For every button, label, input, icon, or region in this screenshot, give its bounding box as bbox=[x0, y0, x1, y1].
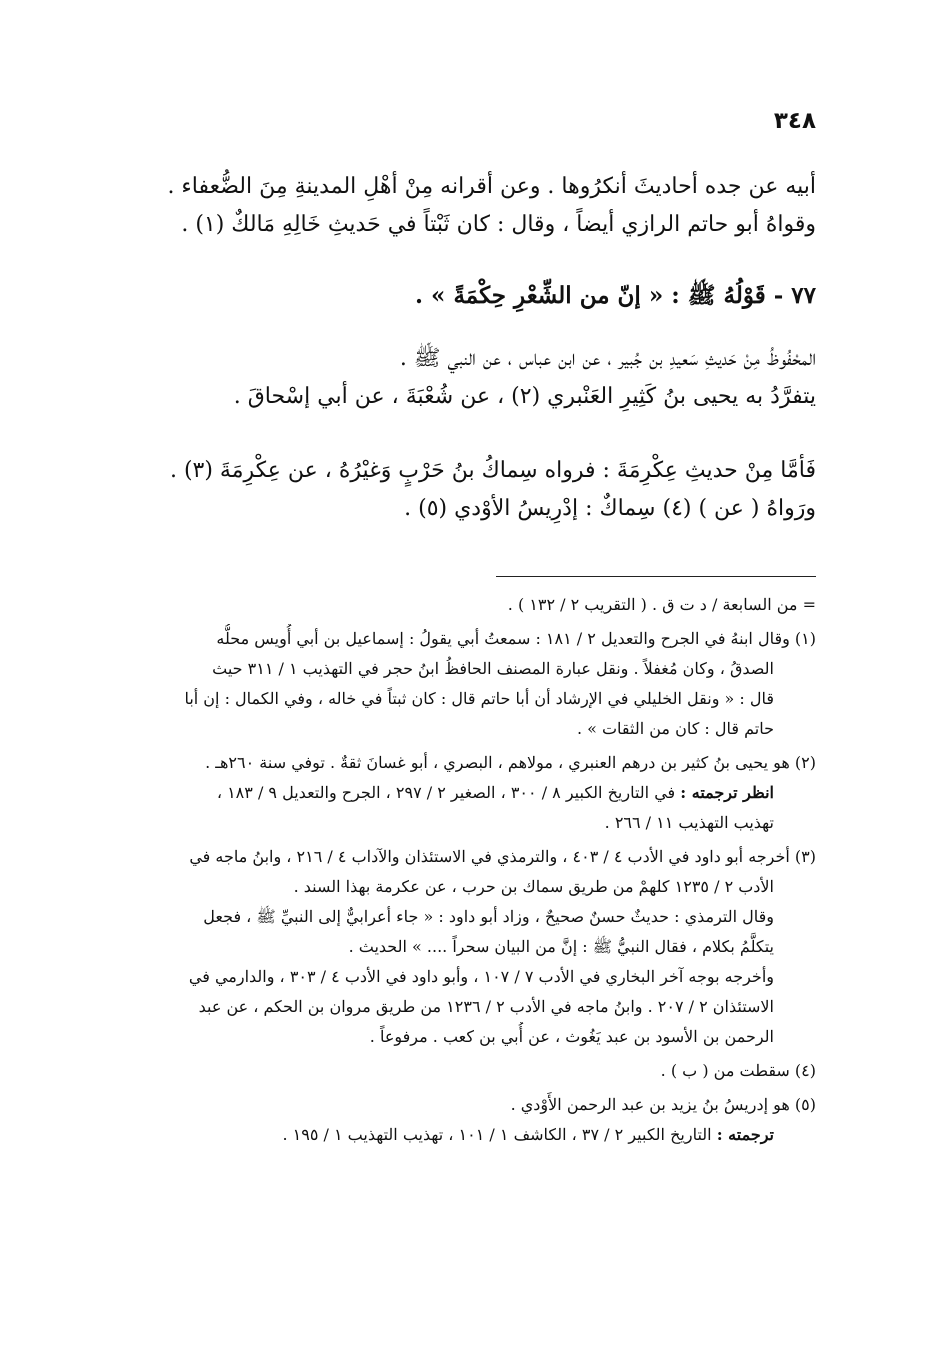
text-line: أبيه عن جده أحاديثَ أنكرُوها . وعن أقرانه مِنْ أهْلِ المدينةِ مِنَ الضُّعفاء . bbox=[167, 174, 816, 199]
footnote-1 bbox=[120, 624, 816, 744]
footnote-label: انظر ترجمته : bbox=[680, 783, 774, 802]
footnote-line: وأخرجه بوجه آخر البخاري في الأدب ٧ / ١٠٧ ، وأبو داود في الأدب ٤ / ٣٠٣ ، والدارمي في bbox=[188, 967, 774, 986]
footnote-line: الاستئذان ٢ / ٢٠٧ . وابنُ ماجه في الأدب ٢ / ١٢٣٦ من طريق مروان بن الحكم ، عن عبد bbox=[198, 997, 774, 1016]
footnote-line: = من السابعة / د ت ق . ( التقريب ٢ / ١٣٢ ) . bbox=[507, 595, 816, 614]
footnote-line: الصدقُ ، وكان مُغفلاً . ونقل عبارة المصنف الحافظُ ابنُ حجر في التهذيب ١ / ٣١١ حيث bbox=[212, 659, 774, 678]
paragraph-3 bbox=[120, 452, 816, 528]
footnote-line: (٤) سقطت من ( ب ) . bbox=[660, 1061, 816, 1080]
footnote-text: في التاريخ الكبير ٨ / ٣٠٠ ، الصغير ٢ / ٢٩٧ ، الجرح والتعديل ٩ / ١٨٣ ، bbox=[216, 783, 681, 802]
footnote-line bbox=[120, 778, 816, 808]
footnotes bbox=[120, 590, 816, 1154]
paragraph-1 bbox=[120, 168, 816, 244]
section-heading bbox=[120, 277, 816, 315]
page-number: ٣٤٨ bbox=[773, 108, 816, 134]
text-line: يتفرَّدُ به يحيى بنُ كَثِيرِ العَنْبري (٢) ، عن شُعْبَةَ ، عن أبي إسْحاقَ . bbox=[233, 384, 816, 409]
footnote-3 bbox=[120, 842, 816, 1052]
footnote-line: حاتم قال : كان من الثقات » . bbox=[576, 719, 774, 738]
footnote-5 bbox=[120, 1090, 816, 1150]
footnote-4 bbox=[120, 1056, 816, 1086]
text-line: المحْفُوظُ مِنْ حَديثِ سَعيدِ بن جُبير ، عن ابن عباس ، عن النبي ﷺ . bbox=[399, 346, 816, 371]
footnote-label: ترجمته : bbox=[716, 1125, 774, 1144]
footnote-2 bbox=[120, 748, 816, 838]
footnote-line: الرحمن بن الأسود بن عبد يَغُوث ، عن أُبي بن كعب . مرفوعاً . bbox=[369, 1027, 774, 1046]
footnote-line: الأدب ٢ / ١٢٣٥ كلهمْ من طريق سماك بن حرب ، عن عكرمة بهذا السند . bbox=[293, 877, 774, 896]
footnote-line: (٥) هو إدريسُ بنُ يزيد بن عبد الرحمن الأَوْدي . bbox=[510, 1095, 816, 1114]
paragraph-2 bbox=[120, 340, 816, 416]
footnote-line: قال : « ونقل الخليلي في الإرشاد أن أبا حاتم قال : كان ثبتاً في خاله ، وفي الكمال : إن أبا bbox=[184, 689, 774, 708]
text-line: ورَواهُ ( عن ) (٤) سِماكٌ : إدْرِيسُ الأوْدي (٥) . bbox=[404, 496, 816, 521]
footnote-continuation bbox=[120, 590, 816, 620]
footnote-line: وقال الترمذي : حديثٌ حسنٌ صحيحٌ ، وزاد أبو داود : « جاء أعرابيٌّ إلى النبيِّ ﷺ ، فجعل bbox=[203, 907, 774, 926]
heading-text: ٧٧ - قَوْلُهُ ﷺ : « إنّ من الشِّعْرِ حِكْمَةً » . bbox=[415, 282, 816, 309]
footnote-text: التاريخ الكبير ٢ / ٣٧ ، الكاشف ١ / ١٠١ ، تهذيب التهذيب ١ / ١٩٥ . bbox=[282, 1125, 717, 1144]
footnote-line: (١) وقال ابنهُ في الجرح والتعديل ٢ / ١٨١ : سمعتُ أبي يقولُ : إسماعيل بن أبي أُويس محلُّه bbox=[216, 629, 816, 648]
footnote-line: (٢) هو يحيى بنُ كثير بن درهم العنبري ، مولاهم ، البصري ، أبو غسانَ ثقةٌ . توفي سنة ٢٦٠هـ . bbox=[205, 753, 816, 772]
footnote-line: تهذيب التهذيب ١١ / ٢٦٦ . bbox=[604, 813, 774, 832]
footnote-line: (٣) أخرجه أبو داود في الأدب ٤ / ٤٠٣ ، والترمذي في الاستئذان والآداب ٤ / ٢١٦ ، وابنُ ماجه في bbox=[189, 847, 816, 866]
footnote-line: يتكلَّمُ بكلام ، فقال النبيُّ ﷺ : إنَّ من البيان سحراً .... » الحديث . bbox=[348, 937, 774, 956]
footnote-line bbox=[120, 1120, 816, 1150]
footnote-divider bbox=[496, 576, 816, 577]
text-line: وقواهُ أبو حاتم الرازي أيضاً ، وقال : كان ثَبْتاً في حَديثِ خَالِهِ مَالكٌ (١) . bbox=[181, 212, 816, 237]
text-line: فَأمَّا مِنْ حديثِ عِكْرِمَةَ : فرواه سِماكُ بنُ حَرْبٍ وَغيْرُهُ ، عن عِكْرِمَةَ (٣) . bbox=[169, 458, 816, 483]
